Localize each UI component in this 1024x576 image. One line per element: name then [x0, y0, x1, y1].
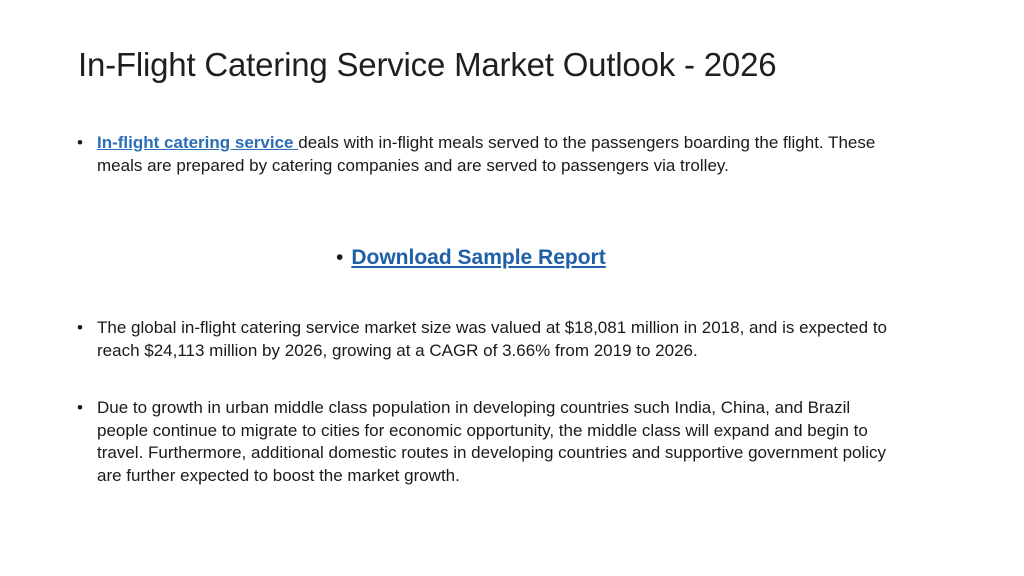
bullet-dot: • — [77, 133, 83, 152]
download-item — [336, 245, 606, 271]
slide-title: In-Flight Catering Service Market Outlook - 2026 — [78, 46, 777, 83]
bullet-growth-drivers-text: Due to growth in urban middle class population in developing countries such India, China, and Brazil people continue to migrate to cities for economic opportunity, the middle class will expand and begin to travel. Furthermore, additional domestic routes in developing countries and supportive government policy are further expected to boost the market growth. — [97, 398, 887, 485]
bullet-dot: • — [77, 318, 83, 337]
bullet-dot: • — [336, 246, 344, 269]
bullet-market-size — [77, 317, 887, 362]
download-sample-report-link[interactable]: Download Sample Report — [351, 246, 606, 269]
bullet-dot: • — [77, 398, 83, 417]
bullet-definition-text: deals with in-flight meals served to the passengers boarding the flight. These meals are prepared by catering companies and are served to passengers via trolley. — [97, 133, 876, 175]
bullet-growth-drivers — [77, 397, 887, 487]
bullet-definition — [77, 132, 887, 177]
catering-service-link[interactable]: In-flight catering service — [97, 133, 299, 152]
bullet-market-size-text: The global in-flight catering service market size was valued at $18,081 million in 2018, and is expected to reach $24,113 million by 2026, growing at a CAGR of 3.66% from 2019 to 2026. — [97, 318, 887, 360]
